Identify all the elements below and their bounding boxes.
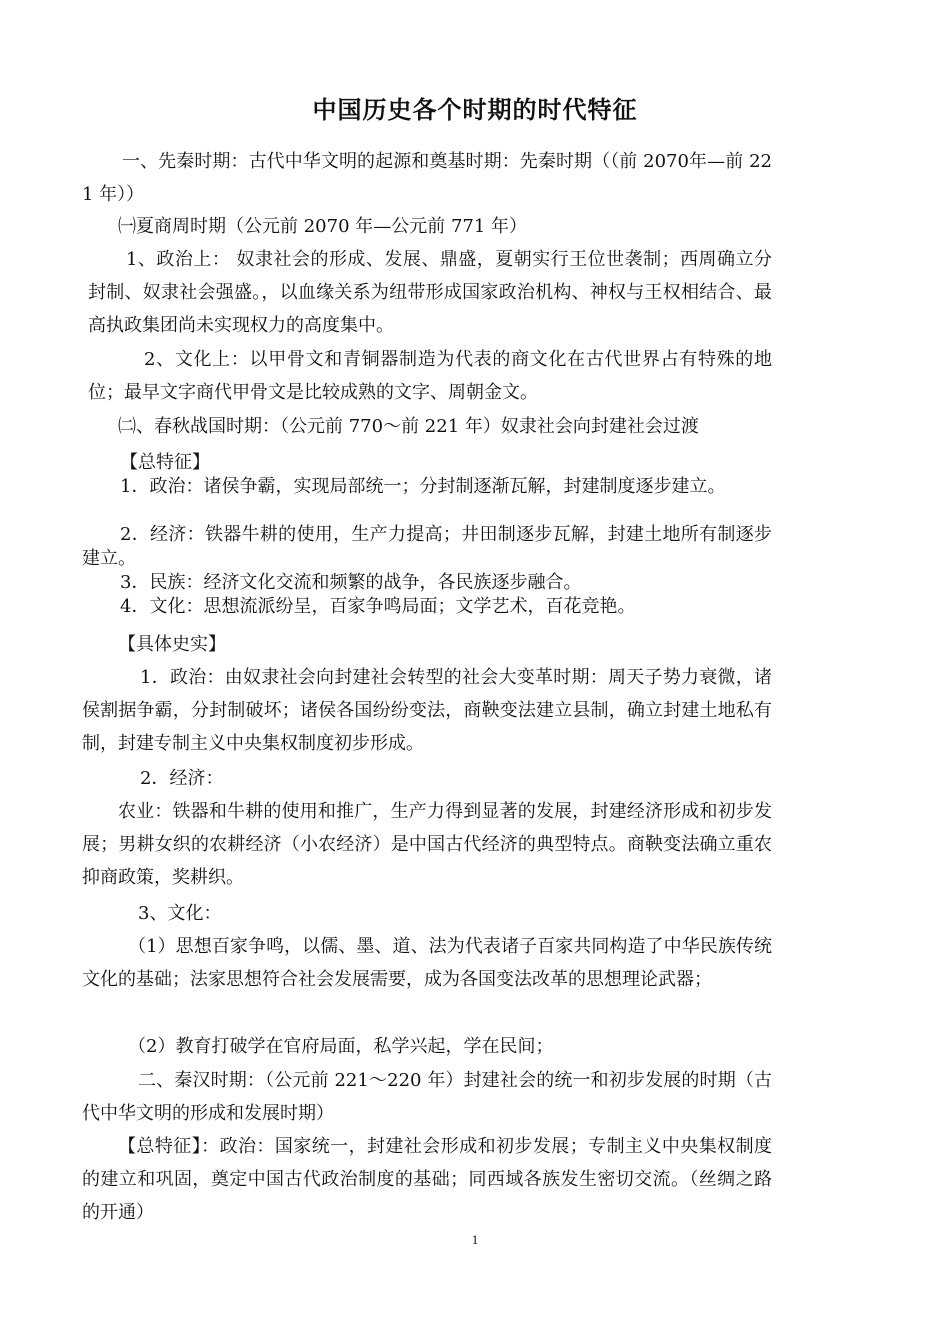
facts-culture-heading: 3、文化：	[138, 903, 222, 924]
section-1-heading: 一、先秦时期：古代中华文明的起源和奠基时期：先秦时期（（前 2070年—前 221 年））	[82, 151, 772, 205]
xsz-culture-paragraph: 2、文化上：以甲骨文和青铜器制造为代表的商文化在古代世界占有特殊的地位；最早文字商代甲骨文是比较成熟的文字、周朝金文。	[88, 349, 772, 403]
overall-features-heading: 【总特征】	[120, 452, 210, 473]
feature-culture: 4．文化：思想流派纷呈，百家争鸣局面；文学艺术，百花竞艳。	[120, 596, 636, 617]
feature-politics: 1．政治：诸侯争霸，实现局部统一；分封制逐渐瓦解，封建制度逐步建立。	[120, 476, 726, 497]
subsection-spring-autumn: ㈡、春秋战国时期：（公元前 770～前 221 年）奴隶社会向封建社会过渡	[118, 416, 699, 437]
page-number: 1	[471, 1232, 479, 1247]
specific-facts-heading: 【具体史实】	[118, 634, 226, 655]
facts-agriculture: 农业：铁器和牛耕的使用和推广，生产力得到显著的发展，封建经济形成和初步发展；男耕女织的农耕经济（小农经济）是中国古代经济的典型特点。商鞅变法确立重农抑商政策，奖耕织。	[82, 801, 772, 888]
page-title: 中国历史各个时期的时代特征	[312, 96, 638, 124]
subsection-xia-shang-zhou: ㈠夏商周时期（公元前 2070 年—公元前 771 年）	[118, 216, 528, 237]
feature-economy: 2．经济：铁器牛耕的使用，生产力提高；井田制逐步瓦解，封建土地所有制逐步建立。	[82, 524, 772, 569]
facts-politics: 1．政治：由奴隶社会向封建社会转型的社会大变革时期：周天子势力衰微，诸侯割据争霸，分封制破坏；诸侯各国纷纷变法，商鞅变法建立县制，确立封建土地私有制，封建专制主义中央集权制度初步形成。	[82, 667, 772, 754]
facts-culture-thought: （1）思想百家争鸣，以儒、墨、道、法为代表诸子百家共同构造了中华民族传统文化的基础；法家思想符合社会发展需要，成为各国变法改革的思想理论武器；	[82, 936, 772, 990]
xsz-politics-paragraph: 1、政治上： 奴隶社会的形成、发展、鼎盛，夏朝实行王位世袭制；西周确立分封制、奴隶社会强盛。，以血缘关系为纽带形成国家政治机构、神权与王权相结合、最高执政集团尚未实现权力的高度集中。	[88, 249, 772, 336]
section-2-heading: 二、秦汉时期：（公元前 221～220 年）封建社会的统一和初步发展的时期（古代中华文明的形成和发展时期）	[82, 1070, 772, 1124]
facts-culture-education: （2）教育打破学在官府局面，私学兴起，学在民间；	[128, 1036, 554, 1057]
qin-han-overall-features: 【总特征】：政治：国家统一，封建社会形成和初步发展；专制主义中央集权制度的建立和巩固，奠定中国古代政治制度的基础；同西域各族发生密切交流。（丝绸之路的开通）	[82, 1136, 772, 1223]
feature-ethnic: 3．民族：经济文化交流和频繁的战争，各民族逐步融合。	[120, 572, 582, 593]
facts-economy-heading: 2．经济：	[140, 768, 224, 789]
